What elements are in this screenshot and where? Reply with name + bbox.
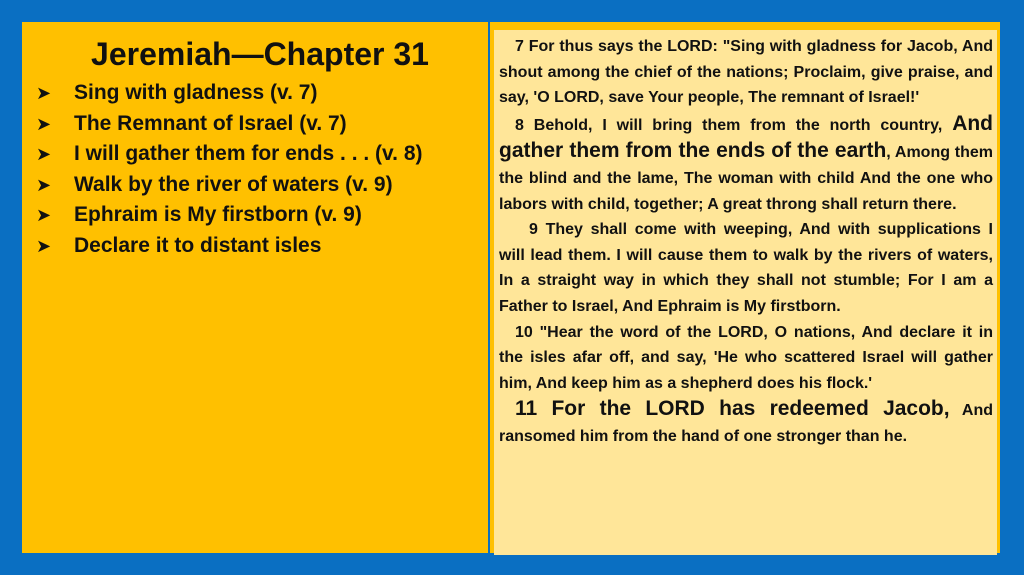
topic-label: Declare it to distant isles xyxy=(74,233,322,257)
list-item xyxy=(36,170,423,201)
verse-11-emphasis: 11 For the LORD has redeemed Jacob, xyxy=(515,397,950,421)
topic-label: Ephraim is My firstborn (v. 9) xyxy=(74,203,362,227)
arrow-bullet-icon: ➤ xyxy=(36,174,52,195)
verse-11-rest: And ransomed him from the hand of one stronger than he. xyxy=(499,402,994,445)
arrow-bullet-icon: ➤ xyxy=(36,144,52,165)
topic-label: Walk by the river of waters (v. 9) xyxy=(74,172,393,196)
list-item xyxy=(36,200,423,231)
arrow-bullet-icon: ➤ xyxy=(36,235,52,256)
arrow-bullet-icon: ➤ xyxy=(36,83,52,104)
verse-11 xyxy=(499,396,993,449)
list-item xyxy=(36,139,423,170)
verse-8-rest: , Among them the blind and the lame, The woman with child And the one who labors with child, together; A great throng shall return there. xyxy=(499,144,993,213)
verse-8 xyxy=(499,111,993,217)
verse-7: 7 For thus says the LORD: "Sing with gladness for Jacob, And shout among the chief of the nations; Proclaim, give praise, and say, 'O LORD, save Your people, The remnant of Israel!' xyxy=(499,38,993,107)
verse-10: 10 "Hear the word of the LORD, O nations, And declare it in the isles afar off, and say, 'He who scattered Israel will gather him, And keep him as a shepherd does his flock.' xyxy=(499,323,993,392)
topics-panel xyxy=(22,22,488,553)
scripture-text-box xyxy=(494,30,997,555)
verse-8-start: 8 Behold, I will bring them from the north country, xyxy=(515,116,943,134)
topic-label: I will gather them for ends . . . (v. 8) xyxy=(74,142,423,166)
slide-title: Jeremiah—Chapter 31 xyxy=(91,36,429,72)
arrow-bullet-icon: ➤ xyxy=(36,205,52,226)
topic-list xyxy=(36,78,423,261)
verse-8-emphasis: And gather them from the ends of the earth xyxy=(499,111,994,163)
arrow-bullet-icon: ➤ xyxy=(36,113,52,134)
topic-label: Sing with gladness (v. 7) xyxy=(74,81,318,105)
list-item xyxy=(36,78,423,109)
topic-label: The Remnant of Israel (v. 7) xyxy=(74,111,347,135)
verse-9: 9 They shall come with weeping, And with supplications I will lead them. I will cause them to walk by the rivers of waters, In a straight way in which they shall not stumble; For I am a Father to Israel, And Ephraim is My firstborn. xyxy=(499,221,993,315)
list-item xyxy=(36,109,423,140)
list-item xyxy=(36,231,423,262)
